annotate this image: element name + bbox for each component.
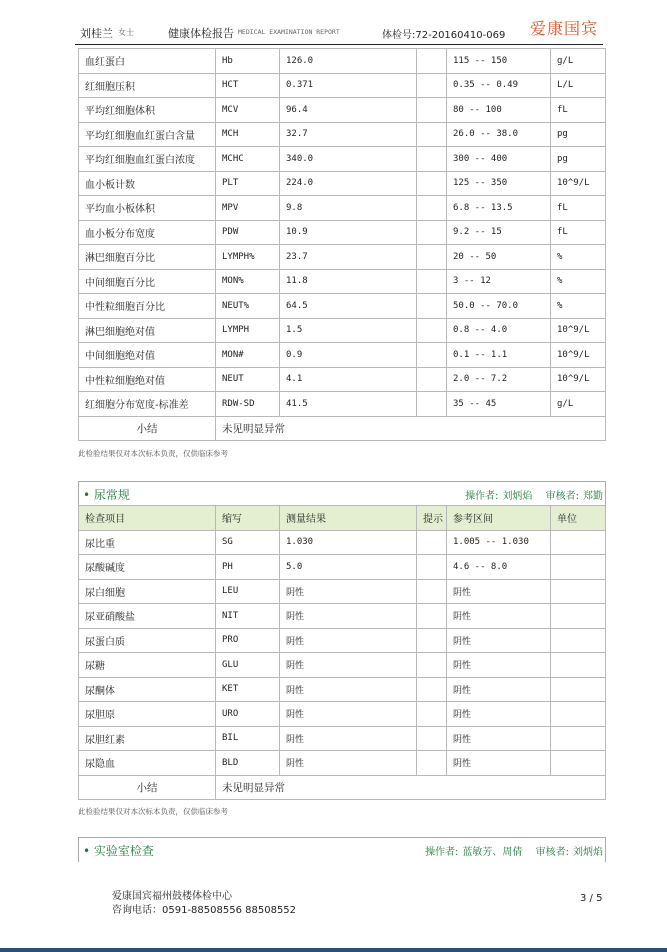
cell-unit (551, 751, 606, 776)
report-title: 健康体检报告 (168, 27, 234, 40)
cell-unit (551, 726, 606, 751)
cell-abbr: PRO (216, 628, 280, 653)
cell-abbr: PDW (216, 220, 280, 245)
cell-result: 0.9 (280, 343, 417, 368)
cell-result: 阴性 (280, 726, 417, 751)
cell-unit: % (551, 294, 606, 319)
cell-flag (417, 530, 447, 555)
cell-flag (417, 294, 447, 319)
urine-routine-table (78, 505, 606, 800)
cell-abbr: Hb (216, 49, 280, 74)
cell-result: 5.0 (280, 555, 417, 580)
cell-unit (551, 628, 606, 653)
footer-phone (112, 901, 296, 916)
cell-range: 0.35 -- 0.49 (447, 73, 551, 98)
cell-abbr: MCHC (216, 147, 280, 172)
table-row (79, 751, 606, 776)
phone-label: 咨询电话： (112, 905, 162, 916)
cell-range: 20 -- 50 (447, 245, 551, 270)
table-row (79, 628, 606, 653)
table-row (79, 726, 606, 751)
urine-section-title: • 尿常规 (83, 488, 130, 502)
cell-unit (551, 604, 606, 629)
cell-abbr: SG (216, 530, 280, 555)
cell-name: 平均红细胞体积 (79, 98, 216, 123)
urine-disclaimer: 此检验结果仅对本次标本负责，仅供临床参考 (78, 807, 228, 816)
table-row (79, 579, 606, 604)
cell-name: 平均红细胞血红蛋白含量 (79, 122, 216, 147)
summary-label: 小结 (79, 775, 216, 800)
cell-abbr: MCH (216, 122, 280, 147)
cell-result: 4.1 (280, 367, 417, 392)
cell-name: 尿酸碱度 (79, 555, 216, 580)
cell-abbr: MON% (216, 269, 280, 294)
cell-unit: 10^9/L (551, 343, 606, 368)
cell-name: 中性粒细胞绝对值 (79, 367, 216, 392)
cell-name: 红细胞压积 (79, 73, 216, 98)
table-row (79, 294, 606, 319)
urine-section-header (78, 481, 606, 506)
cell-result: 10.9 (280, 220, 417, 245)
cell-range: 9.2 -- 15 (447, 220, 551, 245)
cell-name: 尿白细胞 (79, 579, 216, 604)
cell-flag (417, 677, 447, 702)
operator-name: 刘炳焰 (502, 491, 533, 502)
cell-range: 26.0 -- 38.0 (447, 122, 551, 147)
cell-flag (417, 49, 447, 74)
cell-range: 3 -- 12 (447, 269, 551, 294)
cell-result: 96.4 (280, 98, 417, 123)
cell-flag (417, 367, 447, 392)
cell-name: 尿蛋白质 (79, 628, 216, 653)
cell-name: 红细胞分布宽度-标准差 (79, 392, 216, 417)
cell-flag (417, 604, 447, 629)
cell-flag (417, 245, 447, 270)
cell-result: 0.371 (280, 73, 417, 98)
blood-disclaimer: 此检验结果仅对本次标本负责，仅供临床参考 (78, 449, 228, 458)
cell-name: 淋巴细胞百分比 (79, 245, 216, 270)
report-title-en: MEDICAL EXAMINATION REPORT (238, 28, 340, 36)
urine-summary-row (79, 775, 606, 800)
col-header-range: 参考区间 (447, 506, 551, 531)
cell-name: 尿比重 (79, 530, 216, 555)
operator-name: 蓝敏芳、周倩 (462, 847, 523, 858)
cell-abbr: LYMPH (216, 318, 280, 343)
col-header-unit: 单位 (551, 506, 606, 531)
cell-range: 4.6 -- 8.0 (447, 555, 551, 580)
col-header-flag: 提示 (417, 506, 447, 531)
patient-name: 刘桂兰 (80, 27, 113, 40)
cell-flag (417, 196, 447, 221)
cell-unit: 10^9/L (551, 367, 606, 392)
reviewer-name: 郑勤 (583, 491, 603, 502)
cell-range: 125 -- 350 (447, 171, 551, 196)
cell-name: 尿胆原 (79, 702, 216, 727)
cell-unit (551, 702, 606, 727)
cell-result: 32.7 (280, 122, 417, 147)
cell-result: 阴性 (280, 653, 417, 678)
cell-name: 中间细胞百分比 (79, 269, 216, 294)
cell-flag (417, 220, 447, 245)
cell-range: 阴性 (447, 751, 551, 776)
cell-range: 阴性 (447, 726, 551, 751)
table-row (79, 147, 606, 172)
table-row (79, 653, 606, 678)
urine-table-header (79, 506, 606, 531)
cell-range: 6.8 -- 13.5 (447, 196, 551, 221)
operator-label: 操作者: (465, 491, 499, 502)
cell-unit: pg (551, 147, 606, 172)
cell-range: 1.005 -- 1.030 (447, 530, 551, 555)
urine-section-staff (461, 487, 603, 502)
cell-result: 11.8 (280, 269, 417, 294)
cell-name: 尿亚硝酸盐 (79, 604, 216, 629)
cell-range: 0.8 -- 4.0 (447, 318, 551, 343)
cell-unit (551, 677, 606, 702)
cell-unit: 10^9/L (551, 171, 606, 196)
table-row (79, 171, 606, 196)
cell-abbr: LYMPH% (216, 245, 280, 270)
cell-name: 中间细胞绝对值 (79, 343, 216, 368)
blood-routine-table (78, 48, 606, 441)
cell-unit: g/L (551, 392, 606, 417)
reviewer-label: 审核者: (545, 491, 579, 502)
bottom-bar (0, 948, 667, 952)
cell-unit: 10^9/L (551, 318, 606, 343)
cell-result: 224.0 (280, 171, 417, 196)
table-row (79, 367, 606, 392)
cell-unit: pg (551, 122, 606, 147)
cell-result: 9.8 (280, 196, 417, 221)
cell-flag (417, 147, 447, 172)
cell-flag (417, 726, 447, 751)
operator-label: 操作者: (425, 847, 459, 858)
cell-flag (417, 171, 447, 196)
cell-unit: fL (551, 196, 606, 221)
cell-flag (417, 579, 447, 604)
exam-number (382, 26, 505, 41)
cell-name: 平均红细胞血红蛋白浓度 (79, 147, 216, 172)
cell-flag (417, 98, 447, 123)
cell-abbr: BLD (216, 751, 280, 776)
page-header (0, 0, 667, 44)
cell-name: 淋巴细胞绝对值 (79, 318, 216, 343)
summary-label: 小结 (79, 416, 216, 441)
cell-abbr: PLT (216, 171, 280, 196)
cell-name: 平均血小板体积 (79, 196, 216, 221)
cell-abbr: NEUT% (216, 294, 280, 319)
cell-abbr: LEU (216, 579, 280, 604)
cell-abbr: HCT (216, 73, 280, 98)
table-row (79, 49, 606, 74)
cell-range: 阴性 (447, 628, 551, 653)
table-row (79, 343, 606, 368)
cell-unit: fL (551, 220, 606, 245)
cell-result: 阴性 (280, 677, 417, 702)
header-divider (75, 44, 603, 45)
cell-range: 50.0 -- 70.0 (447, 294, 551, 319)
table-row (79, 269, 606, 294)
reviewer-name: 刘炳焰 (573, 847, 603, 858)
cell-result: 阴性 (280, 751, 417, 776)
cell-flag (417, 653, 447, 678)
cell-abbr: URO (216, 702, 280, 727)
cell-abbr: RDW-SD (216, 392, 280, 417)
cell-unit: % (551, 269, 606, 294)
cell-flag (417, 751, 447, 776)
lab-section-title: • 实验室检查 (83, 844, 154, 858)
cell-range: 115 -- 150 (447, 49, 551, 74)
cell-unit (551, 530, 606, 555)
cell-flag (417, 318, 447, 343)
summary-value: 未见明显异常 (216, 775, 606, 800)
table-row (79, 122, 606, 147)
cell-result: 1.030 (280, 530, 417, 555)
cell-unit (551, 579, 606, 604)
cell-unit: fL (551, 98, 606, 123)
cell-range: 阴性 (447, 702, 551, 727)
cell-name: 血小板计数 (79, 171, 216, 196)
cell-name: 尿糖 (79, 653, 216, 678)
cell-result: 23.7 (280, 245, 417, 270)
lab-section-staff (421, 843, 603, 858)
cell-range: 300 -- 400 (447, 147, 551, 172)
cell-result: 阴性 (280, 604, 417, 629)
table-row (79, 98, 606, 123)
cell-range: 80 -- 100 (447, 98, 551, 123)
cell-unit (551, 555, 606, 580)
cell-result: 阴性 (280, 702, 417, 727)
cell-flag (417, 392, 447, 417)
table-row (79, 196, 606, 221)
cell-name: 尿酮体 (79, 677, 216, 702)
cell-range: 2.0 -- 7.2 (447, 367, 551, 392)
cell-unit (551, 653, 606, 678)
table-row (79, 702, 606, 727)
table-row (79, 604, 606, 629)
brand-logo: 爱康国宾 (530, 19, 599, 38)
cell-flag (417, 555, 447, 580)
cell-range: 0.1 -- 1.1 (447, 343, 551, 368)
cell-name: 血小板分布宽度 (79, 220, 216, 245)
col-header-abbr: 缩写 (216, 506, 280, 531)
exam-number-value: 72-20160410-069 (415, 30, 506, 41)
table-row (79, 677, 606, 702)
table-row (79, 73, 606, 98)
cell-unit: g/L (551, 49, 606, 74)
cell-abbr: BIL (216, 726, 280, 751)
cell-flag (417, 702, 447, 727)
cell-abbr: NEUT (216, 367, 280, 392)
cell-abbr: MPV (216, 196, 280, 221)
cell-name: 尿隐血 (79, 751, 216, 776)
cell-name: 血红蛋白 (79, 49, 216, 74)
table-row (79, 555, 606, 580)
lab-section-header (78, 837, 606, 862)
blood-summary-row (79, 416, 606, 441)
cell-abbr: MON# (216, 343, 280, 368)
cell-flag (417, 73, 447, 98)
cell-result: 41.5 (280, 392, 417, 417)
table-row (79, 392, 606, 417)
patient-gender: 女士 (118, 28, 134, 37)
cell-abbr: NIT (216, 604, 280, 629)
exam-number-label: 体检号: (382, 30, 416, 41)
cell-unit: % (551, 245, 606, 270)
cell-range: 阴性 (447, 579, 551, 604)
table-row (79, 220, 606, 245)
page-number: 3 / 5 (580, 893, 603, 904)
cell-range: 阴性 (447, 653, 551, 678)
cell-result: 64.5 (280, 294, 417, 319)
summary-value: 未见明显异常 (216, 416, 606, 441)
cell-unit: L/L (551, 73, 606, 98)
col-header-result: 测量结果 (280, 506, 417, 531)
cell-flag (417, 343, 447, 368)
phone-number: 0591-88508556 88508552 (162, 905, 297, 916)
reviewer-label: 审核者: (535, 847, 569, 858)
cell-result: 126.0 (280, 49, 417, 74)
cell-flag (417, 269, 447, 294)
cell-range: 阴性 (447, 604, 551, 629)
cell-result: 阴性 (280, 579, 417, 604)
cell-abbr: GLU (216, 653, 280, 678)
cell-name: 中性粒细胞百分比 (79, 294, 216, 319)
cell-abbr: PH (216, 555, 280, 580)
col-header-item: 检查项目 (79, 506, 216, 531)
table-row (79, 530, 606, 555)
footer-center-name: 爱康国宾福州鼓楼体检中心 (112, 891, 232, 902)
cell-result: 1.5 (280, 318, 417, 343)
cell-name: 尿胆红素 (79, 726, 216, 751)
cell-abbr: MCV (216, 98, 280, 123)
cell-range: 阴性 (447, 677, 551, 702)
table-row (79, 318, 606, 343)
table-row (79, 245, 606, 270)
cell-flag (417, 122, 447, 147)
cell-abbr: KET (216, 677, 280, 702)
cell-result: 340.0 (280, 147, 417, 172)
cell-result: 阴性 (280, 628, 417, 653)
cell-range: 35 -- 45 (447, 392, 551, 417)
cell-flag (417, 628, 447, 653)
